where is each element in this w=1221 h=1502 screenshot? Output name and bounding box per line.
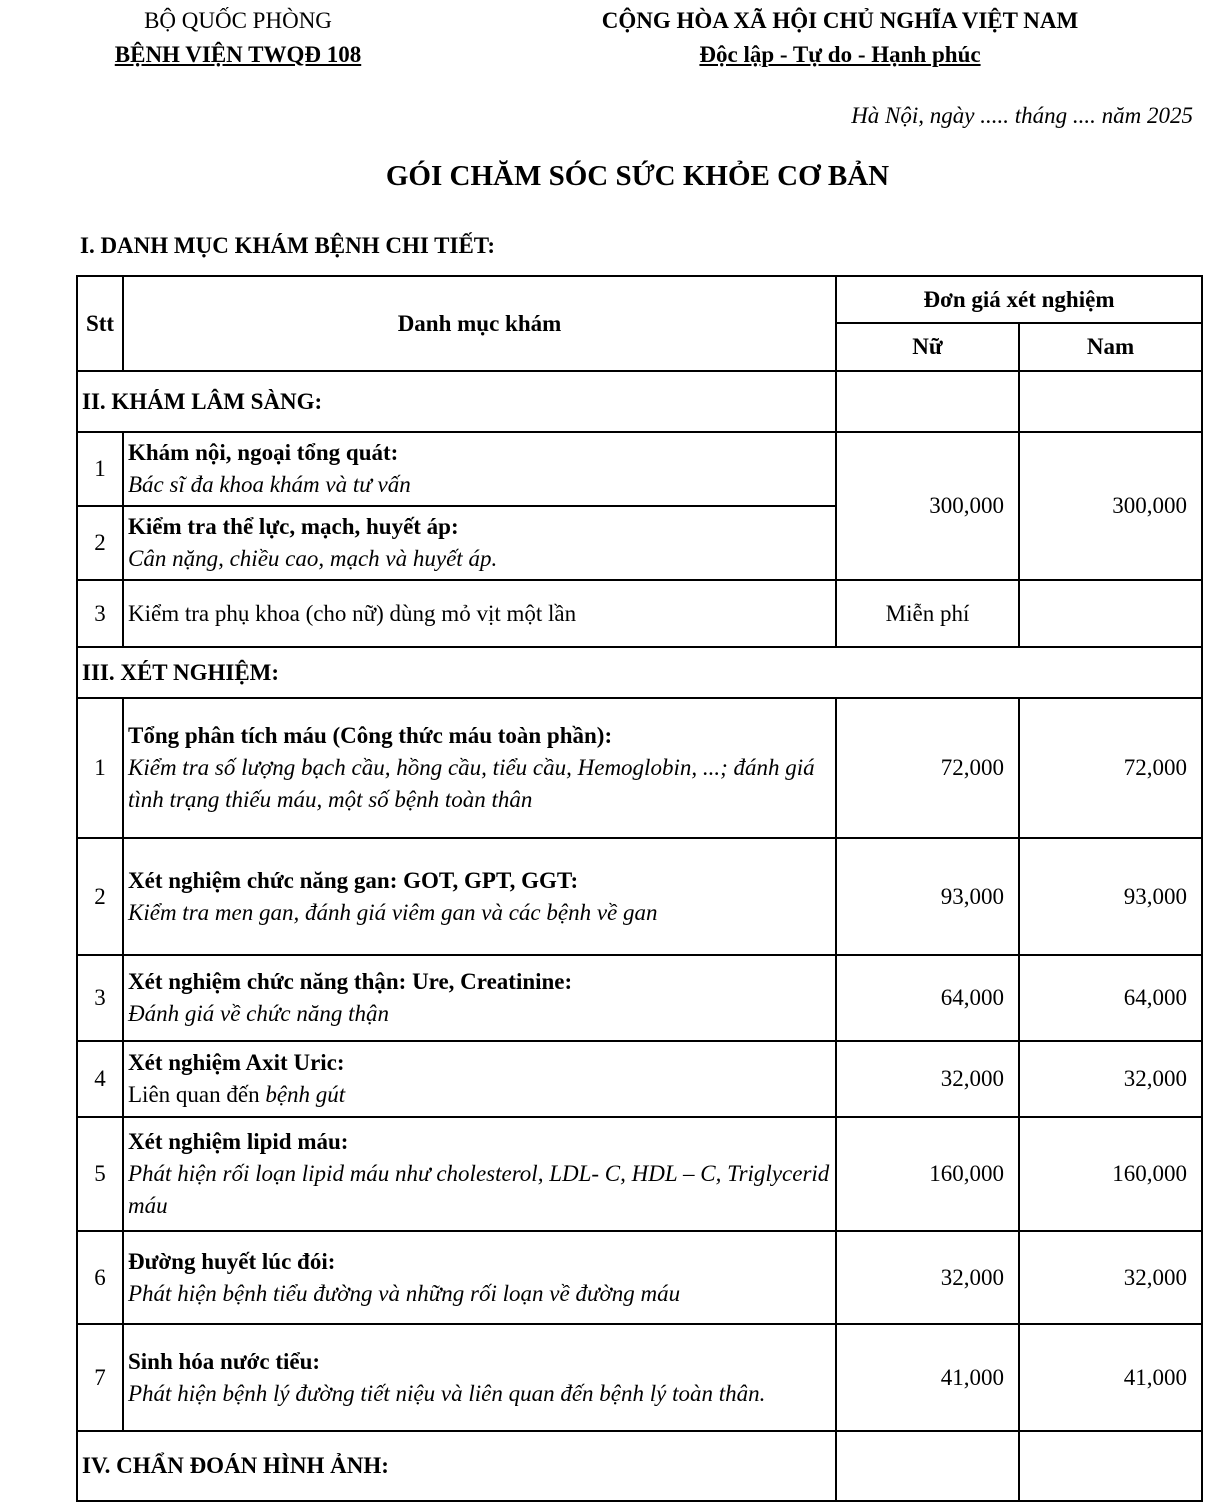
section-heading-4: IV. CHẨN ĐOÁN HÌNH ẢNH: <box>77 1431 836 1501</box>
table-header-row <box>77 276 1202 323</box>
row-detail: Phát hiện bệnh tiểu đường và những rối loạn về đường máu <box>128 1280 681 1306</box>
row-stt: 3 <box>77 955 123 1041</box>
row-description <box>123 1324 836 1431</box>
price-table <box>76 275 1203 1502</box>
price-male: 32,000 <box>1019 1041 1202 1117</box>
table-row <box>77 838 1202 955</box>
row-stt: 5 <box>77 1117 123 1231</box>
column-header-male: Nam <box>1019 323 1202 371</box>
price-male: 32,000 <box>1019 1231 1202 1324</box>
price-male: 72,000 <box>1019 698 1202 838</box>
table-row <box>77 698 1202 838</box>
section-heading-1: I. DANH MỤC KHÁM BỆNH CHI TIẾT: <box>80 233 496 258</box>
table-row <box>77 1324 1202 1431</box>
column-header-female: Nữ <box>836 323 1019 371</box>
price-female: 300,000 <box>836 432 1019 580</box>
national-header <box>540 4 1140 72</box>
row-stt: 3 <box>77 580 123 647</box>
row-detail: Kiểm tra số lượng bạch cầu, hồng cầu, tiểu cầu, Hemoglobin, ...; đánh giá tình trạng thiếu máu, một số bệnh toàn thân <box>128 755 815 812</box>
row-description <box>123 432 836 506</box>
price-male: 300,000 <box>1019 432 1202 580</box>
ministry-name: BỘ QUỐC PHÒNG <box>144 8 332 33</box>
table-row <box>77 580 1202 647</box>
price-male: 64,000 <box>1019 955 1202 1041</box>
price-female: 160,000 <box>836 1117 1019 1231</box>
date-line: Hà Nội, ngày ..... tháng .... năm 2025 <box>851 103 1193 128</box>
section-heading-3: III. XÉT NGHIỆM: <box>77 647 1202 698</box>
row-title: Xét nghiệm chức năng gan: GOT, GPT, GGT: <box>128 867 579 893</box>
price-female: 32,000 <box>836 1041 1019 1117</box>
row-title: Xét nghiệm Axit Uric: <box>128 1050 345 1075</box>
hospital-name: BỆNH VIỆN TWQĐ 108 <box>114 42 362 67</box>
price-male: 93,000 <box>1019 838 1202 955</box>
row-description <box>123 838 836 955</box>
country-name: CỘNG HÒA XÃ HỘI CHỦ NGHĨA VIỆT NAM <box>601 8 1079 33</box>
column-header-name: Danh mục khám <box>123 276 836 371</box>
row-stt: 2 <box>77 506 123 580</box>
row-title: Khám nội, ngoại tổng quát: <box>128 440 399 465</box>
price-female: Miễn phí <box>836 580 1019 647</box>
table-row <box>77 1041 1202 1117</box>
price-male: 41,000 <box>1019 1324 1202 1431</box>
column-header-price: Đơn giá xét nghiệm <box>836 276 1202 323</box>
row-title: Tổng phân tích máu (Công thức máu toàn phần): <box>128 723 613 748</box>
row-stt: 1 <box>77 432 123 506</box>
price-male <box>1019 580 1202 647</box>
price-male: 160,000 <box>1019 1117 1202 1231</box>
section-row-tests <box>77 647 1202 698</box>
row-stt: 7 <box>77 1324 123 1431</box>
row-detail: Bác sĩ đa khoa khám và tư vấn <box>128 472 411 497</box>
organization-header <box>78 4 398 72</box>
row-title: Xét nghiệm chức năng thận: Ure, Creatinine: <box>128 969 573 994</box>
row-description <box>123 955 836 1041</box>
price-female: 72,000 <box>836 698 1019 838</box>
price-female: 41,000 <box>836 1324 1019 1431</box>
row-detail: Kiểm tra men gan, đánh giá viêm gan và các bệnh về gan <box>128 899 658 925</box>
column-header-stt: Stt <box>77 276 123 371</box>
row-stt: 1 <box>77 698 123 838</box>
row-description <box>123 1231 836 1324</box>
price-female: 93,000 <box>836 838 1019 955</box>
table-row <box>77 432 1202 506</box>
row-title: Kiểm tra thể lực, mạch, huyết áp: <box>128 514 459 539</box>
row-title: Xét nghiệm lipid máu: <box>128 1129 349 1154</box>
row-description: Kiểm tra phụ khoa (cho nữ) dùng mỏ vịt một lần <box>123 580 836 647</box>
row-stt: 2 <box>77 838 123 955</box>
section-row-clinical <box>77 371 1202 432</box>
row-title: Đường huyết lúc đói: <box>128 1248 336 1274</box>
table-row <box>77 955 1202 1041</box>
row-description <box>123 506 836 580</box>
row-title: Sinh hóa nước tiểu: <box>128 1348 321 1374</box>
row-detail: Phát hiện bệnh lý đường tiết niệu và liên quan đến bệnh lý toàn thân. <box>128 1380 766 1406</box>
row-detail: Phát hiện rối loạn lipid máu như cholesterol, LDL- C, HDL – C, Triglycerid máu <box>128 1161 830 1218</box>
table-row <box>77 1231 1202 1324</box>
price-female: 64,000 <box>836 955 1019 1041</box>
national-motto: Độc lập - Tự do - Hạnh phúc <box>699 42 981 67</box>
document-title: GÓI CHĂM SÓC SỨC KHỎE CƠ BẢN <box>385 160 890 192</box>
row-detail: Liên quan đến bệnh gút <box>128 1082 346 1107</box>
price-female: 32,000 <box>836 1231 1019 1324</box>
section-heading-2: II. KHÁM LÂM SÀNG: <box>77 371 836 432</box>
row-description <box>123 698 836 838</box>
row-description <box>123 1117 836 1231</box>
table-row <box>77 1117 1202 1231</box>
section-row-imaging <box>77 1431 1202 1501</box>
row-detail: Cân nặng, chiều cao, mạch và huyết áp. <box>128 546 498 571</box>
row-stt: 4 <box>77 1041 123 1117</box>
row-description <box>123 1041 836 1117</box>
row-detail: Đánh giá về chức năng thận <box>128 1001 390 1026</box>
row-stt: 6 <box>77 1231 123 1324</box>
